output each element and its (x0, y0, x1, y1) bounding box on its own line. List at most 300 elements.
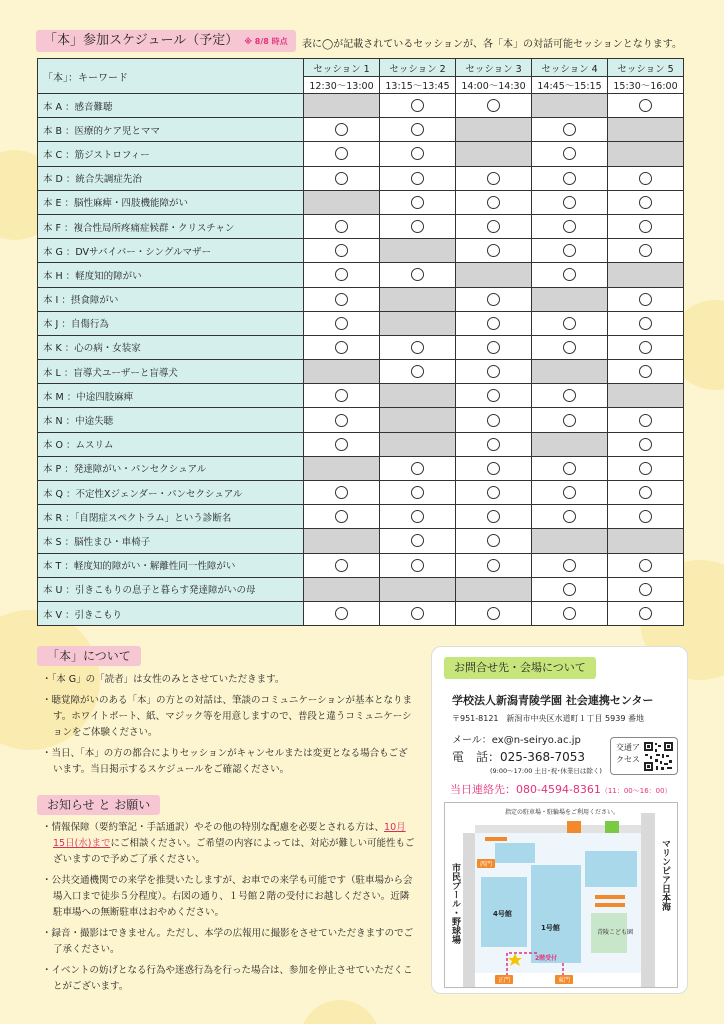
available-circle-icon (335, 244, 348, 257)
available-circle-icon (335, 607, 348, 620)
available-cell (456, 481, 532, 505)
available-circle-icon (335, 172, 348, 185)
about-list (42, 672, 417, 783)
available-cell (304, 142, 380, 166)
available-circle-icon (487, 607, 500, 620)
deadline-highlight: 10月15日(水)まで (53, 822, 406, 849)
book-keyword: 本 M ：中途四肢麻痺 (38, 384, 304, 408)
available-cell (380, 529, 456, 553)
available-circle-icon (639, 341, 652, 354)
available-cell (456, 214, 532, 238)
road-east (641, 813, 655, 988)
unavailable-cell (532, 287, 608, 311)
unavailable-cell (532, 94, 608, 118)
schedule-note: 表に◯が記載されているセッションが、各「本」の対話可能セッションとなります。 (302, 39, 682, 50)
unavailable-cell (532, 432, 608, 456)
available-cell (304, 239, 380, 263)
available-circle-icon (563, 220, 576, 233)
parking-lot (595, 895, 625, 899)
available-cell (304, 408, 380, 432)
available-circle-icon (335, 438, 348, 451)
reception-label: 2階受付 (535, 955, 558, 962)
book-keyword: 本 F ：複合性局所疼痛症候群・クリスチャン (38, 214, 304, 238)
contact-title: お問合せ先・会場について (444, 657, 596, 679)
book-keyword: 本 I ：摂食障がい (38, 287, 304, 311)
campus-map-drawing (445, 803, 678, 988)
available-cell (456, 190, 532, 214)
available-cell (532, 142, 608, 166)
available-cell (532, 601, 608, 625)
table-row (38, 360, 684, 384)
left-road-label: 市民プール・野球場 (450, 863, 460, 944)
access-label: 交通アクセス (616, 743, 640, 764)
available-cell (532, 505, 608, 529)
available-circle-icon (563, 196, 576, 209)
available-cell (304, 311, 380, 335)
available-circle-icon (639, 510, 652, 523)
unavailable-cell (304, 456, 380, 480)
available-circle-icon (335, 559, 348, 572)
available-circle-icon (487, 486, 500, 499)
available-cell (608, 481, 684, 505)
book-keyword: 本 H ：軽度知的障がい (38, 263, 304, 287)
nursery-label: 青陵こども園 (597, 929, 634, 936)
parking-lot (485, 837, 507, 841)
session-header: セッション 2 (380, 59, 456, 77)
book-keyword: 本 S ：脳性まひ・車椅子 (38, 529, 304, 553)
available-cell (532, 481, 608, 505)
contact-box (431, 646, 688, 994)
available-cell (456, 166, 532, 190)
available-circle-icon (411, 534, 424, 547)
parking-note: 指定の駐車場・駐輪場をご利用ください。 (505, 809, 620, 816)
notice-item: ・ イベントの妨げとなる行為や迷惑行為を行った場合は、参加を停止させていただくことがございます。 (42, 963, 417, 995)
available-cell (608, 408, 684, 432)
available-circle-icon (639, 99, 652, 112)
available-circle-icon (639, 414, 652, 427)
available-cell (456, 601, 532, 625)
available-cell (608, 360, 684, 384)
available-cell (456, 529, 532, 553)
book-keyword: 本 D ：統合失調症先治 (38, 166, 304, 190)
available-circle-icon (411, 510, 424, 523)
available-circle-icon (411, 99, 424, 112)
available-circle-icon (563, 414, 576, 427)
book-keyword: 本 T ：軽度知的障がい・解離性同一性障がい (38, 553, 304, 577)
available-cell (304, 263, 380, 287)
unavailable-cell (304, 94, 380, 118)
available-circle-icon (411, 486, 424, 499)
available-circle-icon (563, 510, 576, 523)
available-cell (456, 432, 532, 456)
available-circle-icon (411, 147, 424, 160)
unavailable-cell (380, 577, 456, 601)
book-keyword: 本 R ：「自閉症スペクトラム」という診断名 (38, 505, 304, 529)
available-circle-icon (411, 462, 424, 475)
available-circle-icon (411, 268, 424, 281)
available-cell (380, 505, 456, 529)
available-cell (304, 335, 380, 359)
contact-hours: (9:00〜17:00 土日･祝･休業日は除く) (490, 767, 602, 775)
available-cell (456, 360, 532, 384)
contact-address: 〒951-8121 新潟市中央区水道町１丁目 5939 番地 (452, 714, 644, 723)
unavailable-cell (380, 287, 456, 311)
west-gate-label: 西門 (477, 859, 495, 868)
session-time: 12:30〜13:00 (304, 77, 380, 94)
available-circle-icon (639, 293, 652, 306)
schedule-date-note: ※ 8/8 時点 (244, 37, 288, 46)
campus-map (444, 802, 678, 988)
available-cell (380, 456, 456, 480)
available-circle-icon (411, 196, 424, 209)
available-circle-icon (563, 244, 576, 257)
schedule-title-text: 「本」参加スケジュール（予定） (44, 33, 239, 48)
available-circle-icon (335, 220, 348, 233)
available-circle-icon (335, 293, 348, 306)
available-circle-icon (487, 220, 500, 233)
unavailable-cell (532, 529, 608, 553)
available-circle-icon (563, 462, 576, 475)
keyword-header: 「本」：キーワード (38, 59, 304, 94)
session-header: セッション 4 (532, 59, 608, 77)
available-cell (532, 384, 608, 408)
table-row (38, 505, 684, 529)
available-cell (532, 456, 608, 480)
table-row (38, 190, 684, 214)
building-1-label: 1号館 (541, 924, 560, 932)
table-row (38, 481, 684, 505)
available-cell (608, 287, 684, 311)
table-row (38, 118, 684, 142)
available-circle-icon (487, 389, 500, 402)
available-circle-icon (487, 414, 500, 427)
notice-item: ・ 公共交通機関での来学を推奨いたしますが、お車での来学も可能です（駐車場から会場入口まで徒歩５分程度）。右図の通り、１号館２階の受付にお越しください。近隣駐車場への無断駐車はおやめください。 (42, 873, 417, 921)
available-circle-icon (639, 438, 652, 451)
available-cell (608, 335, 684, 359)
book-keyword: 本 L ：盲導犬ユーザーと盲導犬 (38, 360, 304, 384)
available-cell (380, 118, 456, 142)
today-contact-number: 当日連絡先：080-4594-8361 (450, 783, 601, 796)
available-circle-icon (639, 317, 652, 330)
notice-list (42, 820, 417, 1000)
building-1 (531, 865, 581, 963)
available-cell (304, 287, 380, 311)
available-circle-icon (487, 244, 500, 257)
contact-tel[interactable]: 電 話：025-368-7053 (452, 750, 586, 764)
available-cell (532, 214, 608, 238)
available-cell (608, 239, 684, 263)
unavailable-cell (380, 311, 456, 335)
available-circle-icon (487, 559, 500, 572)
unavailable-cell (608, 118, 684, 142)
session-time: 15:30〜16:00 (608, 77, 684, 94)
available-cell (304, 384, 380, 408)
available-circle-icon (563, 147, 576, 160)
table-row (38, 142, 684, 166)
available-cell (456, 408, 532, 432)
available-cell (608, 505, 684, 529)
available-circle-icon (335, 268, 348, 281)
unavailable-cell (608, 384, 684, 408)
available-cell (456, 239, 532, 263)
available-cell (532, 190, 608, 214)
book-keyword: 本 U ：引きこもりの息子と暮らす発達障がいの母 (38, 577, 304, 601)
available-cell (608, 456, 684, 480)
table-row (38, 384, 684, 408)
available-circle-icon (563, 172, 576, 185)
available-circle-icon (335, 341, 348, 354)
available-circle-icon (335, 147, 348, 160)
unavailable-cell (380, 432, 456, 456)
today-contact[interactable] (450, 781, 672, 797)
available-circle-icon (563, 341, 576, 354)
table-row (38, 263, 684, 287)
session-time: 14:00〜14:30 (456, 77, 532, 94)
available-cell (608, 577, 684, 601)
contact-mail[interactable]: メール：ex@n-seiryo.ac.jp (452, 735, 581, 746)
book-keyword: 本 G ：DVサバイバー・シングルマザー (38, 239, 304, 263)
session-time: 14:45〜15:15 (532, 77, 608, 94)
available-cell (304, 481, 380, 505)
available-cell (456, 287, 532, 311)
book-keyword: 本 A ：感音難聴 (38, 94, 304, 118)
available-circle-icon (563, 559, 576, 572)
book-keyword: 本 Q ：不定性Xジェンダー・パンセクシュアル (38, 481, 304, 505)
available-cell (608, 311, 684, 335)
available-cell (380, 142, 456, 166)
available-circle-icon (487, 293, 500, 306)
available-circle-icon (411, 607, 424, 620)
available-circle-icon (563, 486, 576, 499)
available-cell (532, 263, 608, 287)
session-header: セッション 3 (456, 59, 532, 77)
available-cell (304, 505, 380, 529)
unavailable-cell (304, 577, 380, 601)
available-cell (304, 601, 380, 625)
notice-title: お知らせ と お願い (37, 795, 160, 815)
available-circle-icon (639, 559, 652, 572)
available-cell (456, 505, 532, 529)
available-circle-icon (335, 510, 348, 523)
available-circle-icon (335, 486, 348, 499)
book-keyword: 本 O ：ムスリム (38, 432, 304, 456)
parking-bike-spot (605, 821, 619, 833)
available-circle-icon (487, 510, 500, 523)
available-cell (456, 335, 532, 359)
table-row (38, 432, 684, 456)
available-cell (304, 214, 380, 238)
today-contact-hours: （11：00〜16：00） (600, 787, 672, 795)
unavailable-cell (304, 190, 380, 214)
available-circle-icon (563, 268, 576, 281)
available-circle-icon (563, 389, 576, 402)
unavailable-cell (456, 118, 532, 142)
available-circle-icon (411, 559, 424, 572)
available-cell (532, 166, 608, 190)
available-circle-icon (487, 172, 500, 185)
available-cell (380, 94, 456, 118)
available-circle-icon (487, 438, 500, 451)
unavailable-cell (456, 142, 532, 166)
about-item: ・ 当日、「本」の方の都合によりセッションがキャンセルまたは変更となる場合もございます。当日掲示するスケジュールをご確認ください。 (42, 746, 417, 778)
available-cell (456, 553, 532, 577)
session-header: セッション 1 (304, 59, 380, 77)
about-item: ・ 聴覚障がいのある「本」の方との対話は、筆談のコミュニケーションが基本となります。ホワイトボート、紙、マジック等を用意しますので、普段と違うコミュニケーションをご体験ください。 (42, 693, 417, 741)
road-west (463, 833, 475, 988)
background-dot (300, 1000, 380, 1024)
session-header: セッション 5 (608, 59, 684, 77)
unavailable-cell (380, 384, 456, 408)
available-cell (532, 408, 608, 432)
available-cell (532, 118, 608, 142)
book-keyword: 本 C ：筋ジストロフィー (38, 142, 304, 166)
available-circle-icon (335, 123, 348, 136)
available-circle-icon (487, 196, 500, 209)
unavailable-cell (608, 142, 684, 166)
table-row (38, 456, 684, 480)
available-circle-icon (487, 462, 500, 475)
notice-item-text: にご相談ください。ご希望の内容によっては、対応が難しい可能性もございますので予めご了承ください。 (53, 838, 415, 865)
about-title: 「本」について (37, 646, 141, 666)
available-cell (304, 166, 380, 190)
available-circle-icon (639, 172, 652, 185)
available-cell (608, 601, 684, 625)
available-cell (532, 577, 608, 601)
table-row (38, 166, 684, 190)
available-circle-icon (487, 341, 500, 354)
available-cell (608, 214, 684, 238)
available-cell (380, 190, 456, 214)
book-keyword: 本 J ：自傷行為 (38, 311, 304, 335)
session-time: 13:15〜13:45 (380, 77, 456, 94)
available-cell (380, 214, 456, 238)
available-circle-icon (411, 220, 424, 233)
qr-code-icon[interactable] (643, 741, 674, 772)
table-row (38, 529, 684, 553)
available-cell (380, 166, 456, 190)
unavailable-cell (608, 529, 684, 553)
available-cell (380, 263, 456, 287)
available-cell (380, 481, 456, 505)
available-cell (304, 118, 380, 142)
unavailable-cell (456, 577, 532, 601)
available-cell (456, 311, 532, 335)
unavailable-cell (304, 529, 380, 553)
book-keyword: 本 V ：引きこもり (38, 601, 304, 625)
unavailable-cell (532, 360, 608, 384)
book-keyword: 本 E ：脳性麻痺・四肢機能障がい (38, 190, 304, 214)
book-keyword: 本 B ：医療的ケア児とママ (38, 118, 304, 142)
available-circle-icon (563, 317, 576, 330)
schedule-table (37, 58, 684, 626)
building-north (495, 843, 535, 863)
east-gate-label: 東門 (555, 975, 573, 984)
available-circle-icon (639, 583, 652, 596)
available-circle-icon (639, 365, 652, 378)
unavailable-cell (380, 408, 456, 432)
available-cell (304, 553, 380, 577)
unavailable-cell (380, 239, 456, 263)
available-circle-icon (335, 389, 348, 402)
available-cell (380, 335, 456, 359)
main-gate-label: 正門 (495, 975, 513, 984)
book-keyword: 本 N ：中途失聴 (38, 408, 304, 432)
book-keyword: 本 P ：発達障がい・パンセクシュアル (38, 456, 304, 480)
about-item: ・ 「本 G」の「読者」は女性のみとさせていただきます。 (42, 672, 417, 688)
table-row (38, 239, 684, 263)
table-row (38, 94, 684, 118)
available-circle-icon (563, 607, 576, 620)
table-row (38, 577, 684, 601)
access-qr-box[interactable] (610, 737, 678, 775)
notice-item (42, 820, 417, 868)
available-circle-icon (639, 462, 652, 475)
table-row (38, 335, 684, 359)
available-cell (608, 166, 684, 190)
building-4-label: 4号館 (493, 910, 512, 918)
parking-lot (595, 903, 625, 907)
available-circle-icon (411, 341, 424, 354)
available-circle-icon (487, 365, 500, 378)
available-cell (532, 311, 608, 335)
available-circle-icon (639, 196, 652, 209)
available-cell (380, 601, 456, 625)
available-cell (532, 335, 608, 359)
available-cell (608, 553, 684, 577)
table-row (38, 287, 684, 311)
available-circle-icon (639, 220, 652, 233)
available-circle-icon (411, 172, 424, 185)
available-circle-icon (487, 99, 500, 112)
available-cell (532, 553, 608, 577)
available-circle-icon (639, 486, 652, 499)
notice-item: ・ 録音・撮影はできません。ただし、本学の広報用に撮影をさせていただきますのでご了承ください。 (42, 926, 417, 958)
available-circle-icon (639, 244, 652, 257)
available-cell (304, 432, 380, 456)
unavailable-cell (608, 263, 684, 287)
available-cell (380, 360, 456, 384)
table-row (38, 311, 684, 335)
available-cell (456, 384, 532, 408)
building-east (585, 851, 637, 887)
parking-car-spot (567, 821, 581, 833)
available-cell (608, 432, 684, 456)
available-circle-icon (563, 583, 576, 596)
available-cell (456, 94, 532, 118)
available-circle-icon (411, 123, 424, 136)
available-cell (456, 456, 532, 480)
right-road-label: マリンピア日本海 (660, 839, 670, 911)
table-row (38, 214, 684, 238)
book-keyword: 本 K ：心の病・女装家 (38, 335, 304, 359)
available-circle-icon (487, 317, 500, 330)
available-circle-icon (335, 414, 348, 427)
notice-item-text: 情報保障（要約筆記・手話通訳）やその他の特別な配慮を必要とされる方は、 (51, 822, 385, 833)
available-circle-icon (411, 365, 424, 378)
available-circle-icon (335, 317, 348, 330)
available-circle-icon (563, 123, 576, 136)
available-cell (608, 94, 684, 118)
available-circle-icon (487, 534, 500, 547)
schedule-title (36, 30, 296, 52)
contact-org: 学校法人新潟青陵学園 社会連携センター (452, 694, 654, 707)
available-cell (380, 553, 456, 577)
available-cell (532, 239, 608, 263)
table-row (38, 601, 684, 625)
available-circle-icon (639, 607, 652, 620)
unavailable-cell (456, 263, 532, 287)
unavailable-cell (304, 360, 380, 384)
